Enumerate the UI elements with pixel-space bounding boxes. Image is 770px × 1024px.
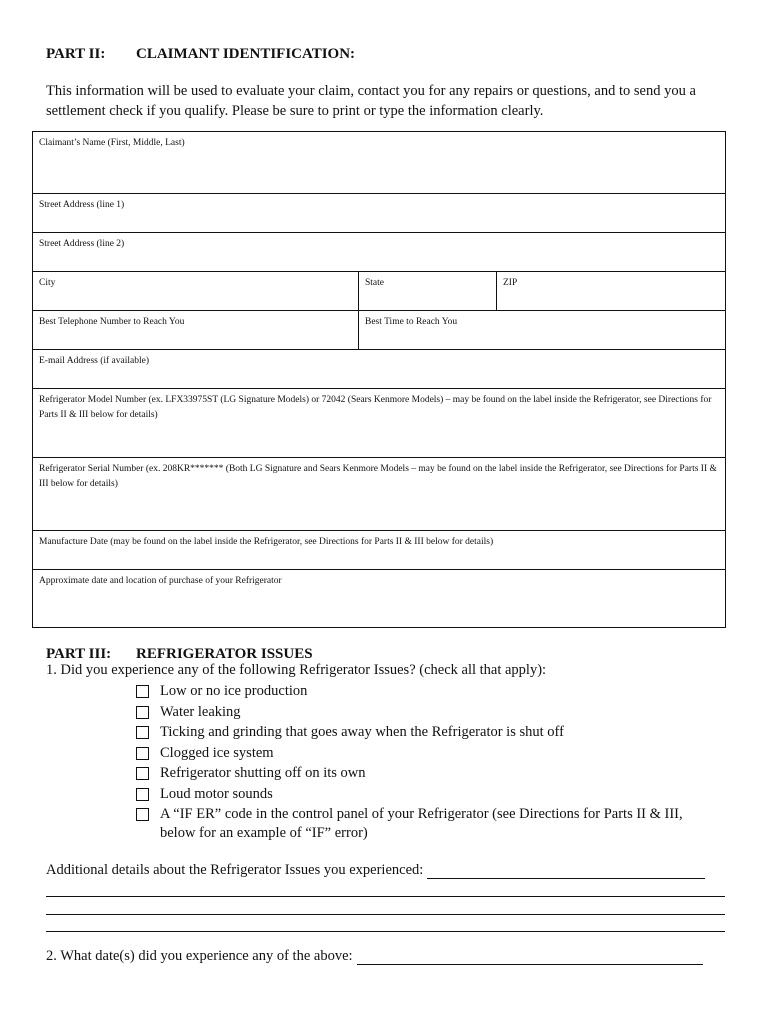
telephone-field[interactable]: Best Telephone Number to Reach You [39,317,185,327]
part2-heading [46,46,355,63]
additional-details-line-4[interactable] [46,931,725,932]
issue-item [136,703,720,724]
additional-details-line-2[interactable] [46,896,725,897]
issue-label: Ticking and grinding that goes away when the Refrigerator is shut off [160,724,564,740]
issue-item [136,805,720,845]
issue-item [136,764,720,785]
claimant-form [32,131,726,628]
email-field[interactable]: E-mail Address (if available) [39,356,150,366]
street-address-2-field[interactable]: Street Address (line 2) [39,239,125,249]
purchase-date-location-field[interactable]: Approximate date and location of purchase of your Refrigerator [39,576,282,586]
issue-label: A “IF ER” code in the control panel of your Refrigerator (see Directions for Parts II & III, below for an example of “IF” error) [160,806,683,841]
part3-label: PART III: [46,646,112,662]
checkbox[interactable] [136,788,149,801]
checkbox[interactable] [136,767,149,780]
issue-label: Water leaking [160,703,241,720]
part2-intro: This information will be used to evaluate your claim, contact you for any repairs or questions, and to send you a settlement check if you qualify. Please be sure to print or type the information clearly. [46,83,696,119]
checkbox[interactable] [136,685,149,698]
state-field[interactable]: State [358,272,496,310]
issue-item [136,682,720,703]
question-2-row [46,948,703,965]
serial-number-field[interactable]: Refrigerator Serial Number (ex. 208KR******* (Both LG Signature and Sears Kenmore Models – may be found on the label inside the Refrigerator, see Directions for Parts II & III below for details) [39,464,717,489]
issue-item [136,744,720,765]
part3-title: REFRIGERATOR ISSUES [136,646,313,662]
checkbox[interactable] [136,808,149,821]
issues-checklist [136,682,720,845]
checkbox[interactable] [136,706,149,719]
issue-label: Clogged ice system [160,744,274,761]
question-2: 2. What date(s) did you experience any of the above: [46,948,353,964]
issue-label: Refrigerator shutting off on its own [160,765,366,781]
question-1: 1. Did you experience any of the following Refrigerator Issues? (check all that apply): [46,662,547,678]
issue-label: Low or no ice production [160,683,308,699]
issue-item [136,723,720,744]
claimant-name-field[interactable]: Claimant’s Name (First, Middle, Last) [39,138,185,148]
part2-title: CLAIMANT IDENTIFICATION: [136,46,356,62]
best-time-field[interactable]: Best Time to Reach You [358,311,725,349]
model-number-field[interactable]: Refrigerator Model Number (ex. LFX33975ST (LG Signature Models) or 72042 (Sears Kenmore Models) – may be found on the label inside the Refrigerator, see Directions for Parts II & III below for details) [39,395,712,420]
additional-details-label: Additional details about the Refrigerator Issues you experienced: [46,862,424,878]
part3-heading [46,646,313,663]
manufacture-date-field[interactable]: Manufacture Date (may be found on the label inside the Refrigerator, see Directions for Parts II & III below for details) [39,537,494,547]
issue-item [136,785,720,806]
checkbox[interactable] [136,747,149,760]
city-field[interactable]: City [39,278,56,288]
additional-details-line-3[interactable] [46,914,725,915]
additional-details-line[interactable] [427,864,705,879]
checkbox[interactable] [136,726,149,739]
experience-dates-line[interactable] [357,950,703,965]
zip-field[interactable]: ZIP [496,272,725,310]
additional-details-row [46,862,705,879]
part2-label: PART II: [46,46,106,62]
street-address-1-field[interactable]: Street Address (line 1) [39,200,125,210]
issue-label: Loud motor sounds [160,785,273,802]
